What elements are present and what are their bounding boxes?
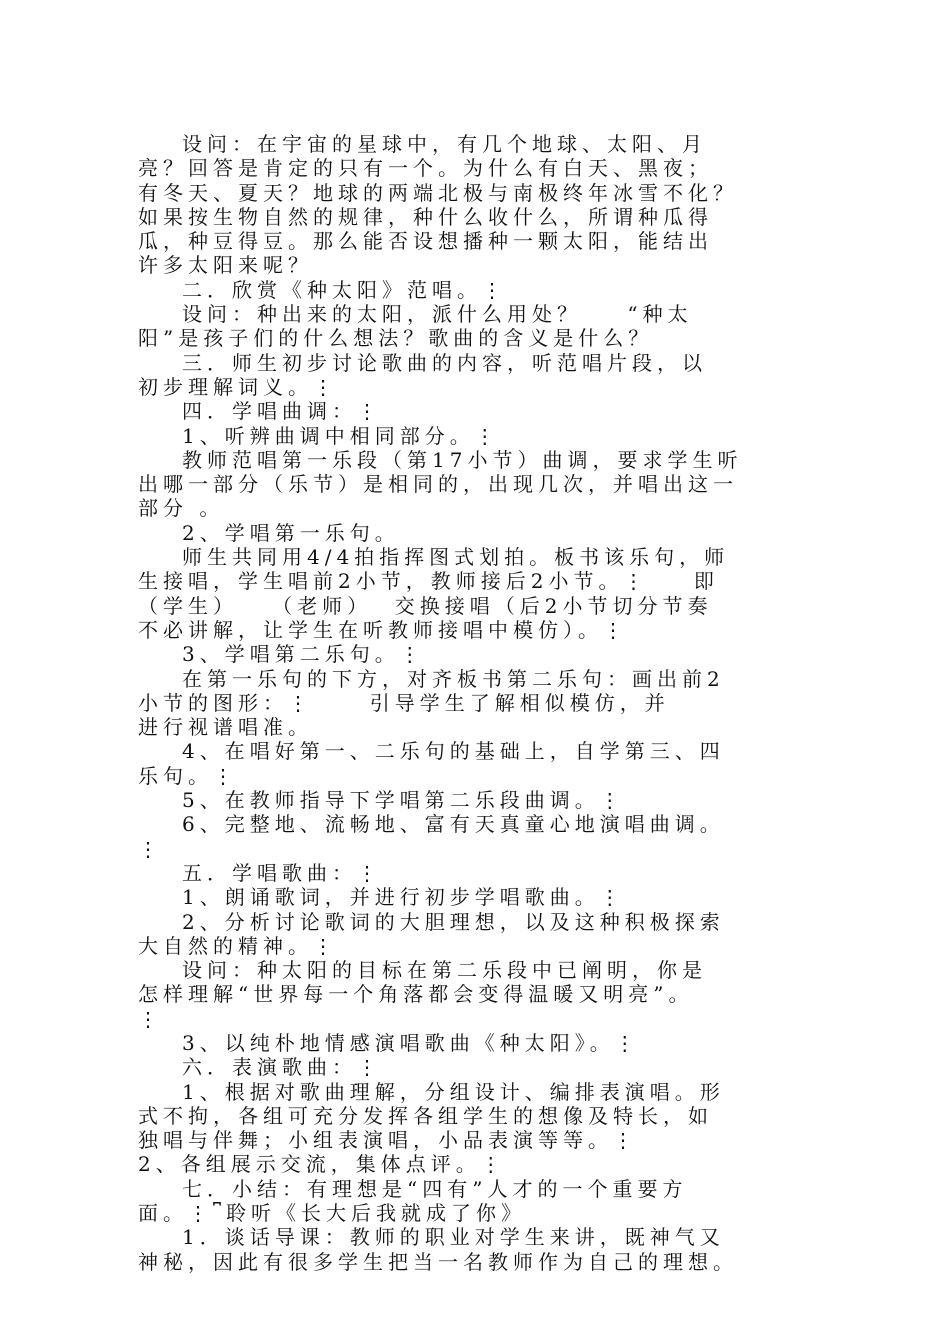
- text-line: 不必讲解，让学生在听教师接唱中模仿）。⋮: [138, 617, 628, 642]
- document-body: [138, 132, 838, 1274]
- text-line: 乐句。⋮: [138, 763, 238, 788]
- text-line: 面。⋮⎴聆听《长大后我就成了你》: [138, 1201, 526, 1226]
- text-line: 2、学唱第一乐句。: [182, 520, 400, 545]
- text-line: 二．欣赏《种太阳》范唱。⋮: [182, 277, 507, 302]
- text-line: 阳”是孩子们的什么想法？歌曲的含义是什么？: [138, 326, 654, 351]
- text-line: 2、各组展示交流，集体点评。⋮: [138, 1152, 506, 1177]
- text-line: ⋮: [138, 1006, 163, 1031]
- text-line: 如果按生物自然的规律，种什么收什么，所谓种瓜得: [138, 204, 713, 229]
- text-line: 小节的图形：⋮ 引导学生了解相似模仿，并: [138, 690, 670, 715]
- text-line: ⋮: [138, 836, 163, 861]
- text-line: 四．学唱曲调：⋮: [182, 399, 382, 424]
- text-line: 2、分析讨论歌词的大胆理想，以及这种积极探索: [182, 909, 725, 934]
- text-line: 设问：种太阳的目标在第二乐段中已阐明，你是: [182, 958, 707, 983]
- text-line: 设问：种出来的太阳，派什么用处？ “种太: [182, 302, 693, 327]
- text-line: 1、朗诵歌词，并进行初步学唱歌曲。⋮: [182, 885, 625, 910]
- text-line: 4、在唱好第一、二乐句的基础上，自学第三、四: [182, 739, 725, 764]
- text-line: 3、以纯朴地情感演唱歌曲《种太阳》。⋮: [182, 1030, 640, 1055]
- text-line: 部分 。: [138, 496, 225, 521]
- text-line: 在第一乐句的下方，对齐板书第二乐句：画出前2: [182, 666, 725, 691]
- text-line: 3、学唱第二乐句。⋮: [182, 642, 425, 667]
- text-line: 6、完整地、流畅地、富有天真童心地演唱曲调。: [182, 812, 725, 837]
- text-line: 5、在教师指导下学唱第二乐段曲调。⋮: [182, 788, 625, 813]
- text-line: 七．小结：有理想是“四有”人才的一个重要方: [182, 1176, 688, 1201]
- text-line: 1、根据对歌曲理解，分组设计、编排表演唱。形: [182, 1079, 725, 1104]
- text-line: 五．学唱歌曲：⋮: [182, 860, 382, 885]
- text-line: 出哪一部分（乐节）是相同的，出现几次，并唱出这一: [138, 472, 738, 497]
- text-line: 1、听辨曲调中相同部分。⋮: [182, 423, 500, 448]
- text-line: 许多太阳来呢？: [138, 253, 313, 278]
- text-line: 三．师生初步讨论歌曲的内容，听范唱片段，以: [182, 350, 707, 375]
- text-line: 进行视谱唱准。: [138, 715, 313, 740]
- text-line: 瓜，种豆得豆。那么能否设想播种一颗太阳，能结出: [138, 229, 713, 254]
- text-line: 独唱与伴舞；小组表演唱，小品表演等等。⋮: [138, 1128, 638, 1153]
- text-line: 1．谈话导课：教师的职业对学生来讲，既神气又: [182, 1225, 725, 1250]
- text-line: 六．表演歌曲：⋮: [182, 1055, 382, 1080]
- text-line: 大自然的精神。⋮: [138, 933, 338, 958]
- text-line: 师生共同用4/4拍指挥图式划拍。板书该乐句，师: [182, 545, 730, 570]
- text-line: 初步理解词义。⋮: [138, 374, 338, 399]
- text-line: 教师范唱第一乐段（第17小节）曲调，要求学生听: [182, 447, 743, 472]
- text-line: 亮？回答是肯定的只有一个。为什么有白天、黑夜；: [138, 156, 713, 181]
- text-line: 生接唱，学生唱前2小节，教师接后2小节。⋮ 即: [138, 569, 719, 594]
- text-line: 怎样理解“世界每一个角落都会变得温暖又明亮”。: [138, 982, 694, 1007]
- text-line: 设问：在宇宙的星球中，有几个地球、太阳、月: [182, 132, 707, 156]
- text-line: 神秘，因此有很多学生把当一名教师作为自己的理想。: [138, 1249, 738, 1274]
- text-line: 有冬天、夏天？地球的两端北极与南极终年冰雪不化？: [138, 180, 738, 205]
- text-line: 式不拘，各组可充分发挥各组学生的想像及特长，如: [138, 1103, 713, 1128]
- text-line: （学生） （老师） 交换接唱（后2小节切分节奏: [138, 593, 713, 618]
